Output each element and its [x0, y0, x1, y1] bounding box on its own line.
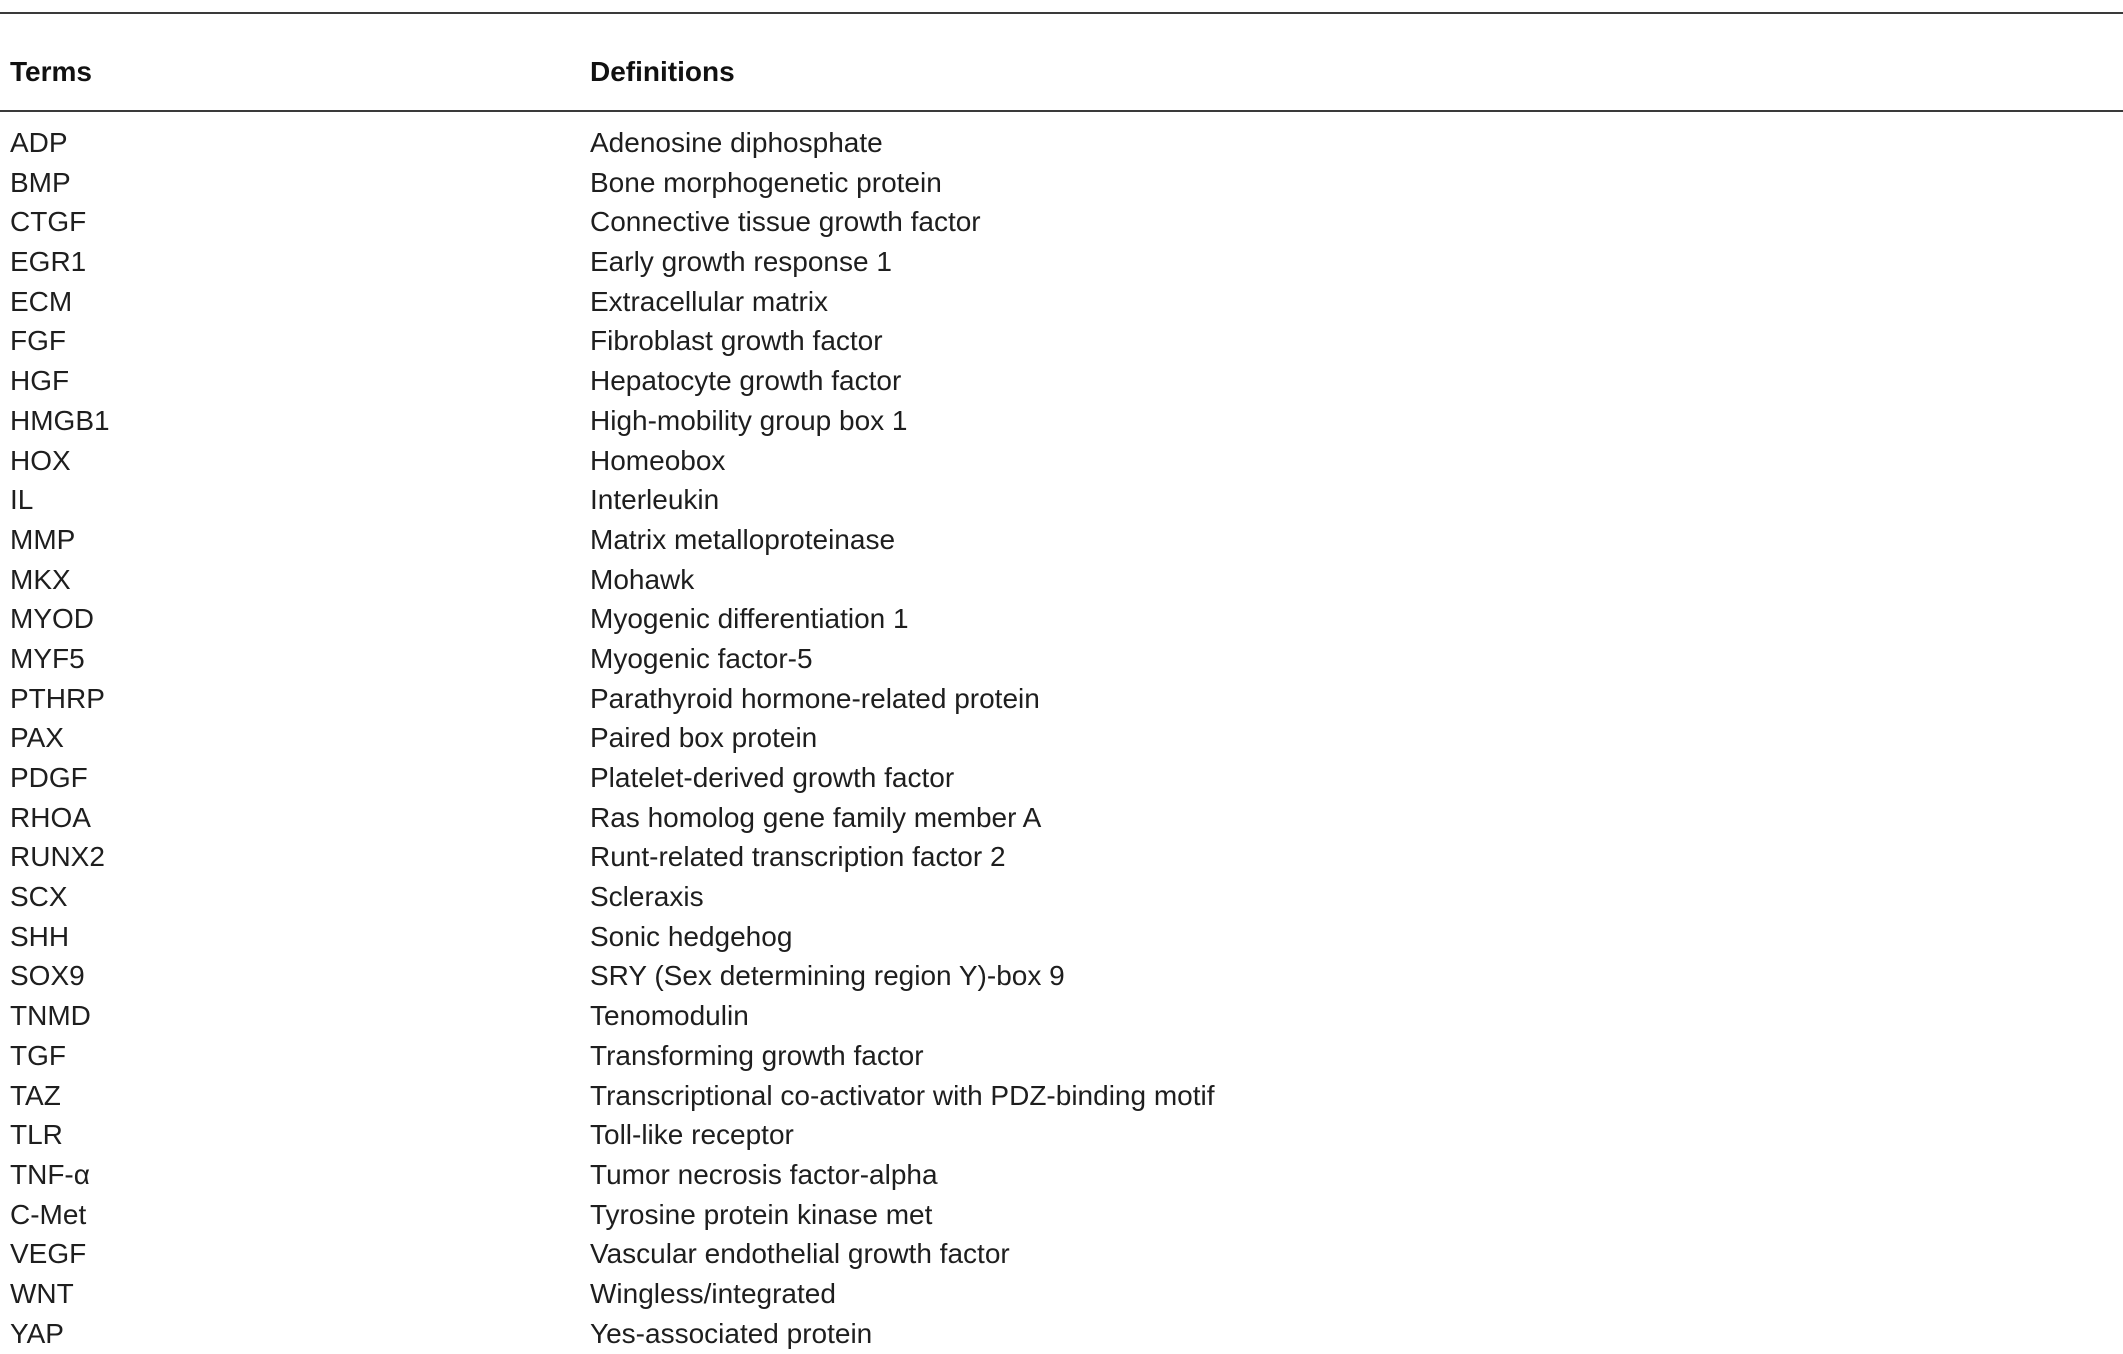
definition-cell: Tyrosine protein kinase met — [590, 1198, 933, 1230]
term-cell: HGF — [10, 365, 70, 397]
table-row — [0, 1234, 2123, 1274]
definition-cell: Yes-associated protein — [590, 1317, 873, 1349]
table-row — [0, 917, 2123, 957]
table-row — [0, 798, 2123, 838]
definition-cell: Hepatocyte growth factor — [590, 365, 902, 397]
definition-cell: Extracellular matrix — [590, 285, 829, 317]
definition-cell: Scleraxis — [590, 881, 704, 913]
definition-cell: High-mobility group box 1 — [590, 404, 908, 436]
term-cell: EGR1 — [10, 246, 87, 278]
definition-cell: Runt-related transcription factor 2 — [590, 841, 1006, 873]
table-row — [0, 282, 2123, 322]
definition-cell: Interleukin — [590, 484, 720, 516]
table-row — [0, 321, 2123, 361]
definition-cell: Matrix metalloproteinase — [590, 523, 896, 555]
table-row — [0, 1036, 2123, 1076]
table-row — [0, 560, 2123, 600]
table-row — [0, 956, 2123, 996]
definition-cell: Early growth response 1 — [590, 246, 892, 278]
term-cell: TGF — [10, 1039, 66, 1071]
table-row — [0, 163, 2123, 203]
term-cell: WNT — [10, 1277, 74, 1309]
table-header-row — [0, 52, 2123, 92]
term-cell: BMP — [10, 166, 71, 198]
term-cell: TNMD — [10, 1000, 91, 1032]
term-cell: IL — [10, 484, 34, 516]
term-cell: FGF — [10, 325, 66, 357]
definition-cell: Ras homolog gene family member A — [590, 801, 1042, 833]
definition-cell: Adenosine diphosphate — [590, 127, 883, 158]
definition-cell: Transcriptional co-activator with PDZ-binding motif — [590, 1079, 1215, 1111]
table-row — [0, 401, 2123, 441]
term-cell: PTHRP — [10, 682, 105, 714]
table-row — [0, 996, 2123, 1036]
term-cell: TAZ — [10, 1079, 61, 1111]
table-row — [0, 123, 2123, 163]
table-row — [0, 202, 2123, 242]
table-row — [0, 718, 2123, 758]
term-cell: SOX9 — [10, 960, 85, 992]
term-cell: ECM — [10, 285, 73, 317]
table-body — [0, 123, 2123, 1353]
definition-cell: SRY (Sex determining region Y)-box 9 — [590, 960, 1065, 992]
term-cell: MKX — [10, 563, 71, 595]
table-row — [0, 837, 2123, 877]
term-cell: SHH — [10, 920, 70, 952]
term-cell: TLR — [10, 1119, 63, 1151]
term-cell: SCX — [10, 881, 68, 913]
definition-cell: Transforming growth factor — [590, 1039, 924, 1071]
term-cell: VEGF — [10, 1238, 87, 1270]
table-row — [0, 520, 2123, 560]
definition-cell: Paired box protein — [590, 722, 818, 754]
definition-cell: Parathyroid hormone-related protein — [590, 682, 1040, 714]
definition-cell: Myogenic differentiation 1 — [590, 603, 909, 635]
term-cell: HOX — [10, 444, 71, 476]
table-row — [0, 877, 2123, 917]
table-row — [0, 1314, 2123, 1354]
definition-cell: Sonic hedgehog — [590, 920, 793, 952]
table-row — [0, 639, 2123, 679]
definition-cell: Mohawk — [590, 563, 695, 595]
term-cell: ADP — [10, 127, 68, 158]
definition-cell: Vascular endothelial growth factor — [590, 1238, 1010, 1270]
table-row — [0, 1195, 2123, 1235]
term-cell: PAX — [10, 722, 64, 754]
table-row — [0, 1274, 2123, 1314]
table-row — [0, 758, 2123, 798]
term-cell: YAP — [10, 1317, 64, 1349]
header-definitions: Definitions — [590, 56, 735, 87]
table-top-rule — [0, 12, 2123, 14]
term-cell: CTGF — [10, 206, 87, 238]
table-row — [0, 679, 2123, 719]
table-header-rule — [0, 110, 2123, 112]
definition-cell: Fibroblast growth factor — [590, 325, 883, 357]
term-cell: MMP — [10, 523, 76, 555]
table-row — [0, 361, 2123, 401]
definition-cell: Platelet-derived growth factor — [590, 762, 955, 793]
term-cell: TNF-α — [10, 1158, 90, 1190]
header-terms: Terms — [10, 56, 92, 87]
term-cell: RUNX2 — [10, 841, 105, 873]
table-row — [0, 1115, 2123, 1155]
table-row — [0, 599, 2123, 639]
definition-cell: Wingless/integrated — [590, 1277, 836, 1309]
term-cell: C-Met — [10, 1198, 87, 1230]
table-row — [0, 480, 2123, 520]
definition-cell: Toll-like receptor — [590, 1119, 794, 1151]
table-row — [0, 242, 2123, 282]
term-cell: HMGB1 — [10, 404, 110, 436]
term-cell: MYF5 — [10, 642, 85, 674]
definition-cell: Tenomodulin — [590, 1000, 749, 1032]
definition-cell: Tumor necrosis factor-alpha — [590, 1158, 938, 1190]
table-row — [0, 1155, 2123, 1195]
term-cell: PDGF — [10, 762, 88, 793]
definition-cell: Myogenic factor-5 — [590, 642, 813, 674]
term-cell: RHOA — [10, 801, 91, 833]
definition-cell: Bone morphogenetic protein — [590, 166, 942, 198]
term-cell: MYOD — [10, 603, 94, 635]
definition-cell: Connective tissue growth factor — [590, 206, 981, 238]
table-row — [0, 441, 2123, 481]
table-row — [0, 1076, 2123, 1116]
definition-cell: Homeobox — [590, 444, 726, 476]
